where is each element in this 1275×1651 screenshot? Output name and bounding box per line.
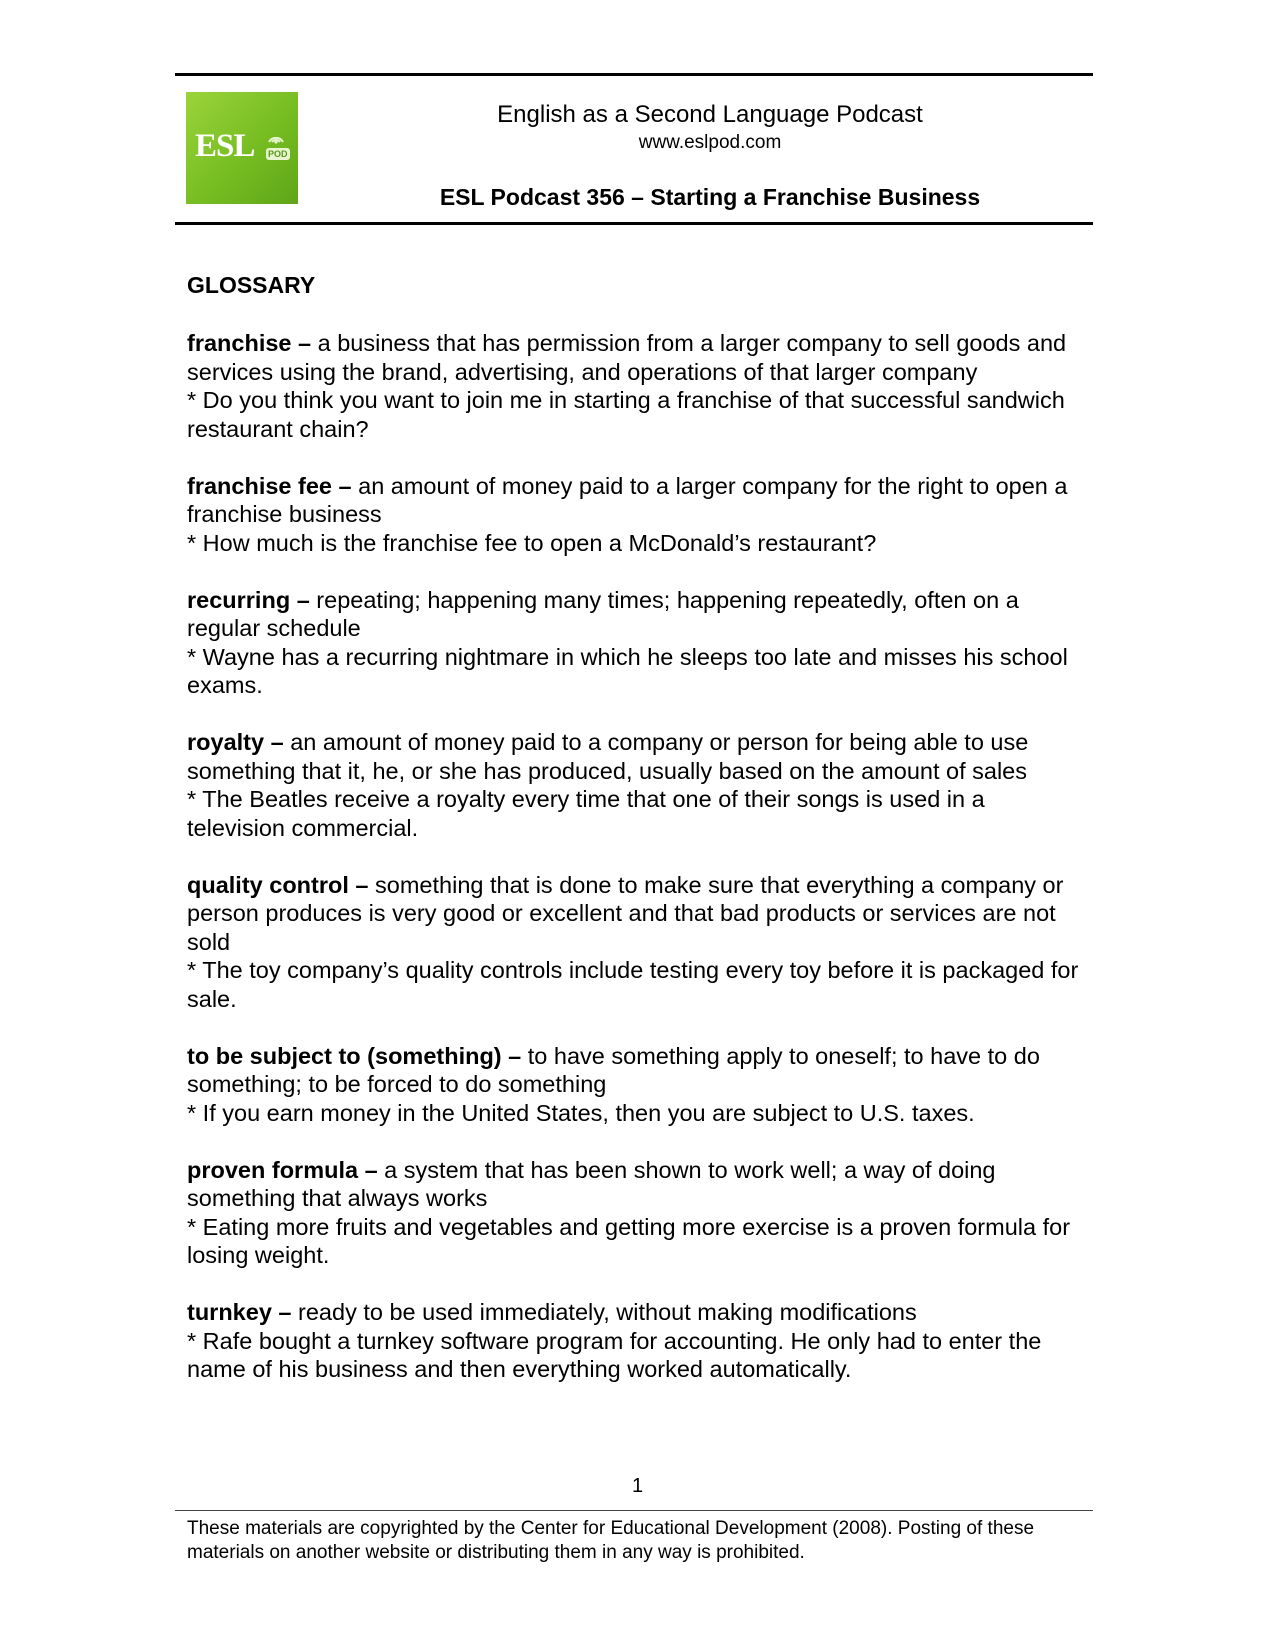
glossary-term: quality control – [187,871,369,898]
glossary-term: royalty – [187,729,284,755]
glossary-definition: to have something apply to oneself; to have to do something; to be forced to do something [187,1042,1040,1097]
podcast-title: English as a Second Language Podcast [497,101,923,128]
glossary-entry [187,1042,1087,1128]
glossary-example: * How much is the franchise fee to open a McDonald’s restaurant? [187,529,877,556]
glossary-example: * If you earn money in the United States, then you are subject to U.S. taxes. [187,1099,975,1126]
glossary-entry [187,329,1087,443]
glossary-example: * Wayne has a recurring nightmare in which he sleeps too late and misses his school exams. [187,643,1068,698]
footer-rule [175,1510,1093,1511]
header-bottom-rule [175,222,1093,225]
glossary-example: * The Beatles receive a royalty every time that one of their songs is used in a television commercial. [187,786,985,841]
logo-subtext: POD [268,149,288,159]
glossary-term: recurring – [187,586,310,613]
eslpod-logo [186,92,298,204]
glossary-term: franchise fee – [187,472,352,499]
glossary-definition: something that is done to make sure that everything a company or person produces is very good or excellent and that bad products or services are not sold [187,871,1064,955]
glossary-entry [187,728,1087,842]
glossary-definition: repeating; happening many times; happening repeatedly, often on a regular schedule [187,586,1019,641]
episode-title: ESL Podcast 356 – Starting a Franchise Business [439,184,981,210]
glossary-example: * Do you think you want to join me in starting a franchise of that successful sandwich restaurant chain? [187,387,1065,442]
glossary-definition: a business that has permission from a larger company to sell goods and services using the brand, advertising, and operations of that larger company [187,330,1067,385]
glossary-heading: GLOSSARY [187,272,316,298]
copyright-notice: These materials are copyrighted by the Center for Educational Development (2008). Posting of these materials on another website or distributing them in any way is prohibited. [187,1518,1035,1563]
header-top-rule [175,73,1093,76]
glossary-example: * Eating more fruits and vegetables and getting more exercise is a proven formula for losing weight. [187,1213,1071,1268]
glossary-term: franchise – [187,330,312,356]
glossary-entry [187,1156,1087,1270]
glossary-definition: a system that has been shown to work well; a way of doing something that always works [187,1156,996,1211]
broadcast-waves-icon [266,130,286,144]
glossary-entry [187,472,1087,558]
glossary-example: * The toy company’s quality controls include testing every toy before it is packaged for sale. [187,957,1079,1012]
glossary-entry [187,586,1087,700]
logo-text: ESL [195,128,255,164]
glossary-term: turnkey – [187,1299,292,1325]
glossary-term: proven formula – [187,1156,378,1183]
glossary-term: to be subject to (something) – [187,1042,522,1069]
glossary-list [187,329,1087,1412]
glossary-example: * Rafe bought a turnkey software program for accounting. He only had to enter the name of his business and then everything worked automatically. [187,1327,1042,1382]
page-number: 1 [631,1475,644,1497]
podcast-url: www.eslpod.com [638,132,782,153]
glossary-definition: ready to be used immediately, without making modifications [291,1299,917,1325]
glossary-definition: an amount of money paid to a larger company for the right to open a franchise business [187,472,1068,527]
glossary-definition: an amount of money paid to a company or person for being able to use something that it, he, or she has produced, usually based on the amount of sales [187,729,1029,784]
glossary-entry [187,871,1087,1014]
glossary-entry [187,1298,1087,1384]
